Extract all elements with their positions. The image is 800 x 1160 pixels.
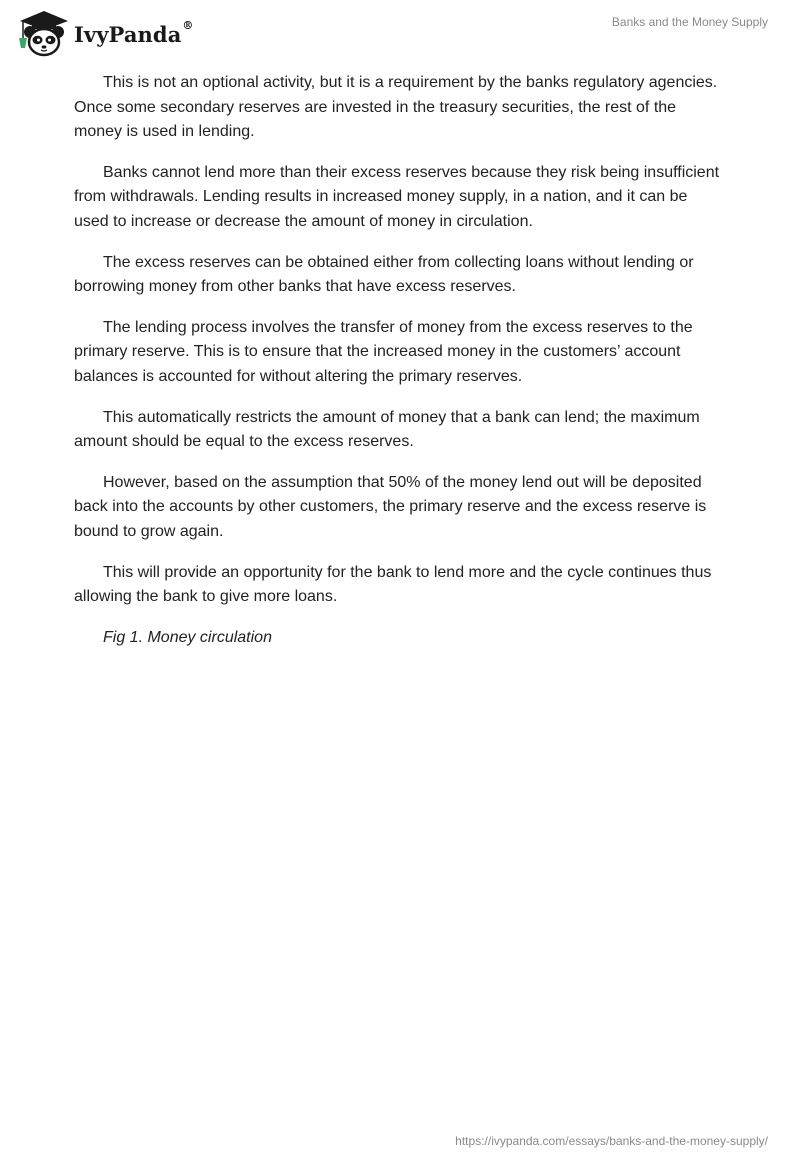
page-header bbox=[0, 0, 800, 60]
brand-name: IvyPanda® bbox=[74, 18, 194, 47]
panda-graduate-icon bbox=[14, 8, 70, 58]
paragraph-7: This will provide an opportunity for the bank to lend more and the cycle continues thus allowing the bank to give more loans. bbox=[74, 563, 712, 606]
paragraph-4: The lending process involves the transfer of money from the excess reserves to the primary reserve. This is to ensure that the increased money in the customers’ account balances is accounted for without altering the primary reserves. bbox=[74, 318, 693, 385]
paragraph-2: Banks cannot lend more than their excess reserves because they risk being insufficient from withdrawals. Lending results in increased money supply, in a nation, and it can be used to increase or decrease the amount of money in circulation. bbox=[74, 163, 720, 230]
essay-body bbox=[74, 71, 726, 666]
figure-caption: Fig 1. Money circulation bbox=[103, 628, 272, 646]
paragraph-6: However, based on the assumption that 50% of the money lend out will be deposited back into the accounts by other customers, the primary reserve and the excess reserve is bound to grow again. bbox=[74, 473, 707, 540]
document-title: Banks and the Money Supply bbox=[611, 15, 768, 29]
ivypanda-logo[interactable] bbox=[14, 8, 194, 58]
registered-mark: ® bbox=[182, 18, 194, 32]
source-url-link[interactable]: https://ivypanda.com/essays/banks-and-the-money-supply/ bbox=[455, 1134, 768, 1148]
paragraph-5: This automatically restricts the amount of money that a bank can lend; the maximum amount should be equal to the excess reserves. bbox=[74, 408, 700, 451]
paragraph-1: This is not an optional activity, but it is a requirement by the banks regulatory agencies. Once some secondary reserves are invested in the treasury securities, the rest of the money is used in lending. bbox=[74, 74, 718, 141]
paragraph-3: The excess reserves can be obtained either from collecting loans without lending or borrowing money from other banks that have excess reserves. bbox=[74, 253, 694, 296]
